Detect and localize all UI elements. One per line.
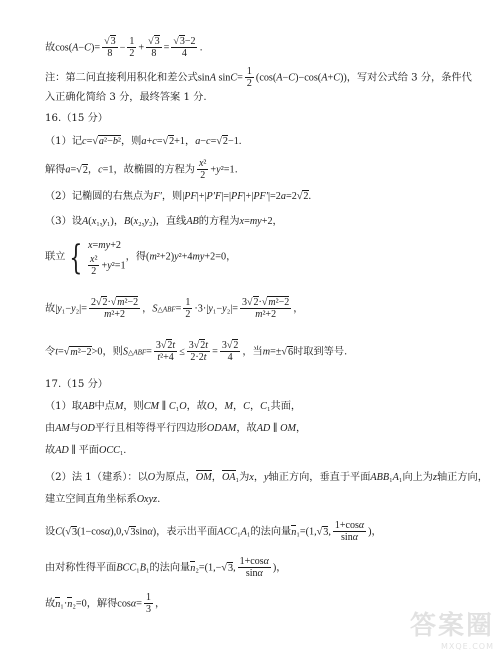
line-17-1: （1）取AB中点M，则CM ∥ C₁O，故O，M，C，C₁共面， <box>45 401 302 412</box>
line-17-conclusion: 故AD ∥ 平面OCC₁. <box>45 445 127 456</box>
watermark-logo: 答案圈 MXQE.COM <box>409 611 494 651</box>
problem-17-heading: 17.（15 分） <box>45 379 108 390</box>
line-17-coordinate-system: 建立空间直角坐标系Oxyz. <box>45 494 161 505</box>
line-cos-a-minus-c: 故cos(A−C)= $\frac{√3}{8}$ − $\frac{1}{2}$ + $\frac{√3}{8}$ = $\frac{√3-2}{4}$ . <box>45 36 203 59</box>
line-note-2: 入正确化简给 3 分，最终答案 1 分. <box>45 92 207 103</box>
line-17-normal-1: 设C(√3(1−cosα),0,√3sinα)，表示出平面ACC₁A₁的法向量n₁=(1,√3, $\frac{1+\cos\alpha}{\sin\alpha}$ )， <box>45 520 382 543</box>
line-16-system: 联立 { x=my+2 $\frac{\text{x²}}{2}$ +y²=1 ，得(m²+2)y²+4my+2=0， <box>45 237 237 278</box>
line-17-2: （2）法 1（建系）：以O为原点，OM，OA₁为x，y轴正方向，垂直于平面ABB₁A₁向上为z轴正方向， <box>45 472 488 483</box>
line-17-normal-2: 由对称性得平面BCC₁B₁的法向量n₂=(1,−√3, $\frac{1+\cos\alpha}{\sin\alpha}$ )， <box>45 556 287 579</box>
line-17-parallelogram: 由AM与OD平行且相等得平行四边形ODAM，故AD ∥ OM， <box>45 423 307 434</box>
line-16-distance: 故|y₁−y₂|= $\frac{\text{2√2·√m²−2}}{\text{m²+2}}$ ，S△ABF= $\frac{1}{2}$ ·3·|y₁−y₂|= $\frac{\text{3√2·√m²−2}}{\text{m²+2}}$ ， <box>45 297 304 320</box>
line-16-solution: 解得a=√2，c=1，故椭圆的方程为 $\frac{\text{x²}}{2}$ +y²=1. <box>45 158 238 181</box>
problem-16-heading: 16.（15 分） <box>45 113 108 124</box>
line-note-1: 注：第二问直接利用积化和差公式sinA sinC= $\frac{1}{2}$ (cos(A−C)−cos(A+C))，写对公式给 3 分，条件代 <box>45 66 472 89</box>
line-16-1: （1）记c=√a²−b²，则a+c=√2+1，a−c=√2−1. <box>45 136 242 147</box>
line-16-inequality: 令t=√m²−2>0，则S△ABF= $\frac{3√2t}{\text{t²+4}}$ ≤ $\frac{3√2t}{2\cdot 2t}$ = $\frac{3√2}{4}$ ，当m=±√6时取到等号. <box>45 340 348 363</box>
line-17-solve: 故n₁·n₂=0，解得cosα= $\frac{1}{3}$ ， <box>45 592 166 615</box>
line-16-2: （2）记椭圆的右焦点为F′，则|PF|+|P′F|=|PF|+|PF′|=2a=2√2. <box>45 191 312 202</box>
line-16-3: （3）设A(x₁,y₁)，B(x₂,y₂)，直线AB的方程为x=my+2， <box>45 216 283 227</box>
